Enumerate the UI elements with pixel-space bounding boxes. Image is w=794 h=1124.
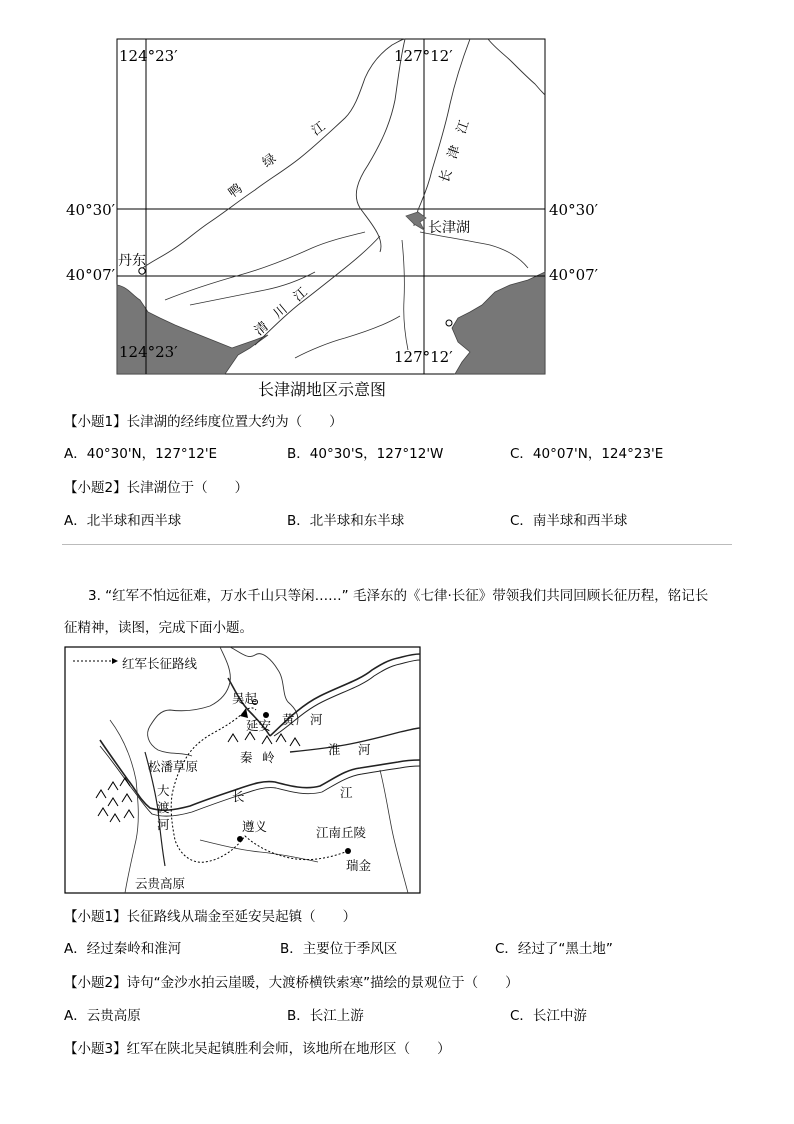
southeast-town-marker [446,320,452,326]
songpan-label: 松潘草原 [148,759,199,774]
q3-sub2-stem: 【小题2】诗句“金沙水拍云崖暖，大渡桥横铁索寒”描绘的景观位于（ ） [64,975,519,991]
lon-label-top-left: 124°23′ [119,47,178,65]
q3-sub1-option-b[interactable]: B．主要位于季风区 [280,941,398,957]
dadu-label-3: 河 [157,817,170,832]
q2-sub2-option-b[interactable]: B．北半球和东半球 [287,513,405,529]
yanan-label: 延安 [246,718,272,733]
qingchuan-label-1: 清 [251,319,272,339]
lat-label-upper-right: 40°30′ [549,201,599,219]
jiangnan-label: 江南丘陵 [316,825,367,840]
changjin-river-label-3: 江 [454,118,473,136]
q2-sub2-option-c[interactable]: C．南半球和西半球 [510,513,628,529]
q3-sub3-stem: 【小题3】红军在陕北吴起镇胜利会师，该地所在地形区（ ） [64,1041,451,1057]
q3-sub1-option-a[interactable]: A．经过秦岭和淮河 [64,941,182,957]
legend-label: 红军长征路线 [122,656,198,671]
qinling-label-1: 秦 [240,750,253,765]
changjin-river-label-1: 长 [437,167,456,185]
zunyi-label: 遵义 [242,819,268,834]
ruijin-label: 瑞金 [346,858,372,873]
q3-sub2-option-a[interactable]: A．云贵高原 [64,1008,141,1024]
ruijin-marker [345,848,351,854]
lon-label-bottom-right: 127°12′ [394,348,453,366]
q3-intro-line1: 3. “红军不怕远征难，万水千山只等闲……” 毛泽东的《七律·长征》带领我们共同回顾长征历程，铭记长 [88,588,709,604]
lat-label-lower-right: 40°07′ [549,266,599,284]
yalu-label-1: 鸭 [226,181,246,202]
dandong-label: 丹东 [118,253,146,269]
huanghe-label-2: 河 [310,712,323,727]
huaihe-label-1: 淮 [328,742,341,757]
map1-caption: 长津湖地区示意图 [258,380,387,399]
wuqi-label: 吴起 [232,691,258,706]
q3-sub2-option-b[interactable]: B．长江上游 [287,1008,364,1024]
qingchuan-label-3: 江 [290,285,311,305]
q3-sub1-option-c[interactable]: C．经过了“黑土地” [495,941,613,957]
dadu-label-1: 大 [157,783,170,798]
zunyi-marker [237,836,243,842]
q2-sub2-option-a[interactable]: A．北半球和西半球 [64,513,182,529]
q2-sub1-stem: 【小题1】长津湖的经纬度位置大约为（ ） [64,414,343,430]
section-divider [62,544,732,545]
q2-sub1-option-a[interactable]: A．40°30'N，127°12'E [64,446,218,462]
lat-label-upper-left: 40°30′ [66,201,116,219]
long-march-map [0,640,794,900]
yalu-label-3: 江 [309,119,329,140]
yungui-label: 云贵高原 [135,876,186,891]
q3-sub2-option-c[interactable]: C．长江中游 [510,1008,587,1024]
changjin-river-label-2: 津 [445,143,464,161]
q3-intro-line2: 征精神，读图，完成下面小题。 [64,620,253,636]
q3-sub1-stem: 【小题1】长征路线从瑞金至延安吴起镇（ ） [64,909,357,925]
dadu-label-2: 渡 [157,800,170,815]
q2-sub2-stem: 【小题2】长津湖位于（ ） [64,480,249,496]
huanghe-label-1: 黄 [282,712,295,727]
changjiang-label-2: 江 [340,785,353,800]
lat-label-lower-left: 40°07′ [66,266,116,284]
qingchuan-label-2: 川 [270,302,291,322]
lon-label-bottom-left: 124°23′ [119,343,178,361]
changjiang-label-1: 长 [232,789,245,804]
lake-label: 长津湖 [428,220,470,236]
huaihe-label-2: 河 [358,742,371,757]
q2-sub1-option-b[interactable]: B．40°30'S，127°12'W [287,446,444,462]
yalu-label-2: 绿 [260,151,280,172]
qinling-label-2: 岭 [262,750,275,765]
q2-sub1-option-c[interactable]: C．40°07'N，124°23'E [510,446,664,462]
lon-label-top-right: 127°12′ [394,47,453,65]
